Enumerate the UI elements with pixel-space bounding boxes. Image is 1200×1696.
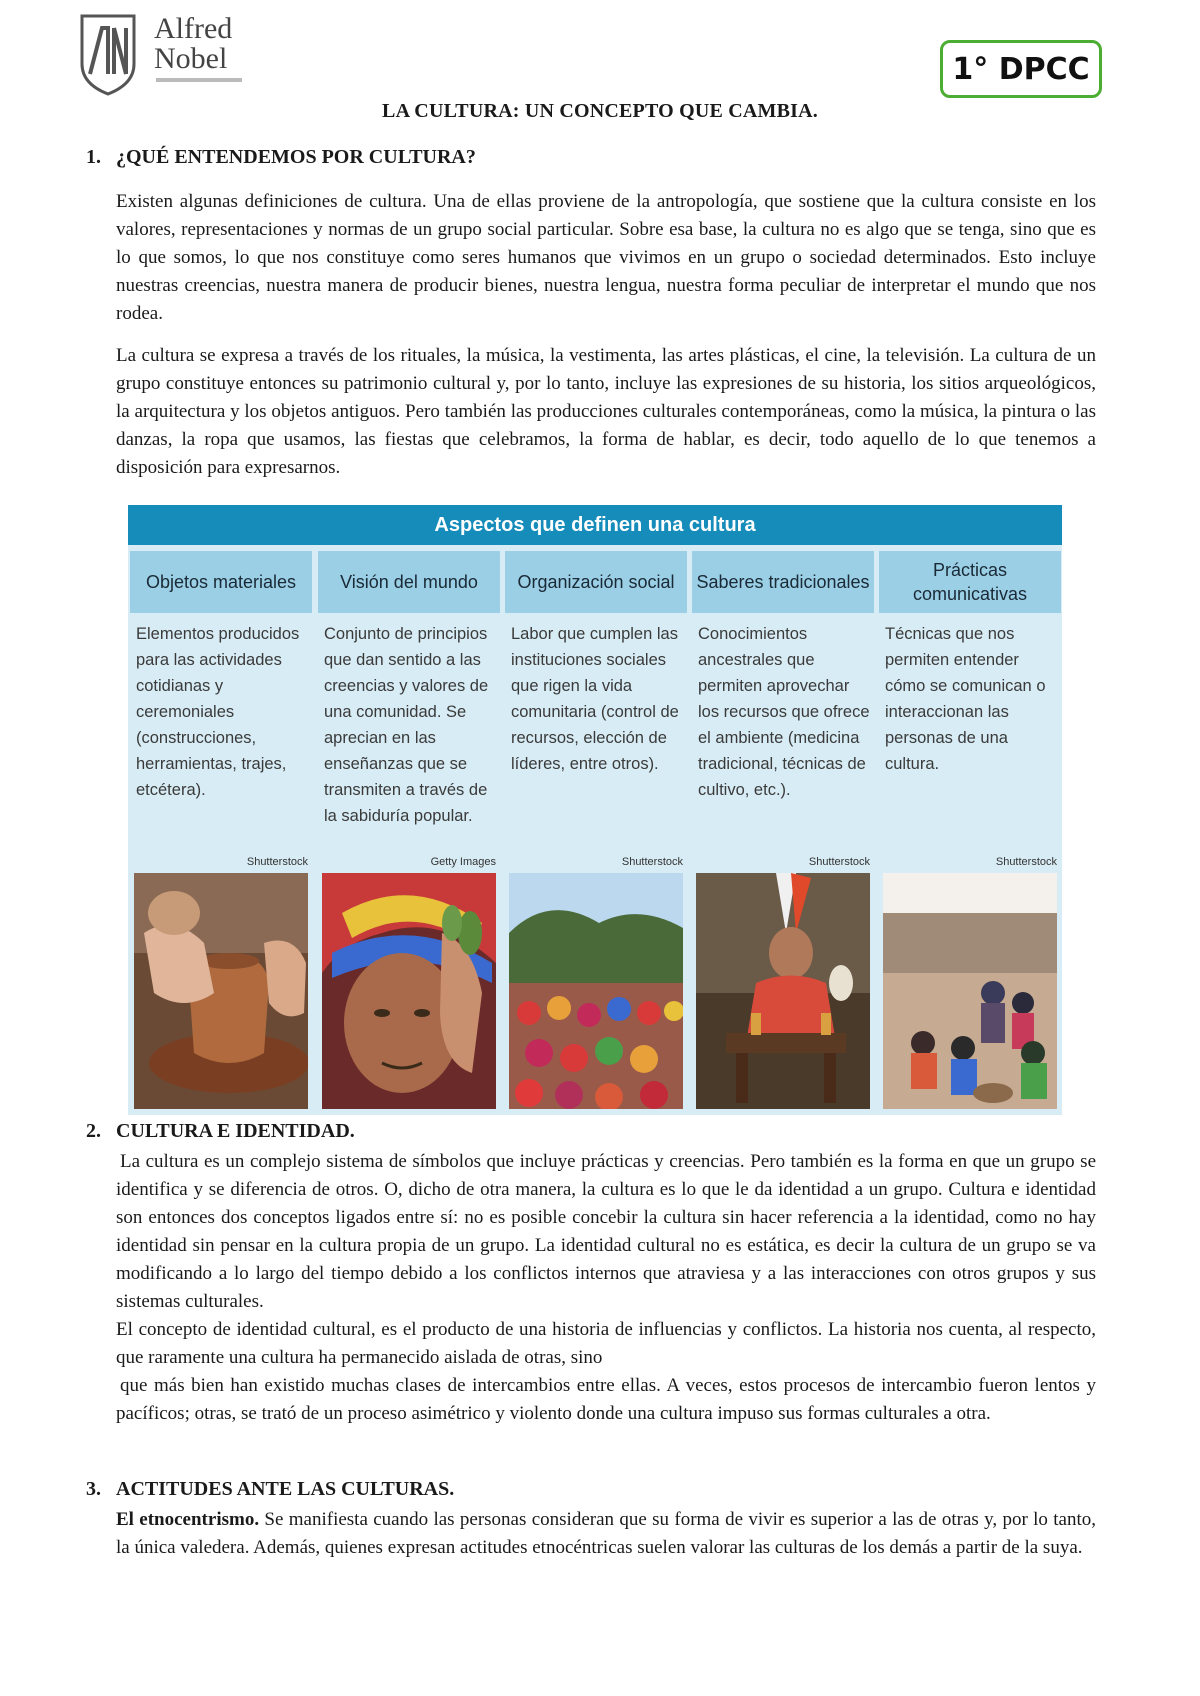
infographic-column-communicative-practices xyxy=(879,551,1061,1115)
alfred-nobel-shield-icon xyxy=(76,12,140,96)
column-text: Conocimientos ancestrales que permiten aprovechar los recursos que ofrece el ambiente (medicina tradicional, técnicas de cultivo, etc.). xyxy=(698,625,870,799)
section-2-heading xyxy=(86,1120,355,1143)
photo-credit: Shutterstock xyxy=(808,856,870,868)
community-gathering-photo xyxy=(509,873,683,1109)
column-heading: Saberes tradicionales xyxy=(692,551,874,613)
photo-credit: Shutterstock xyxy=(621,856,683,868)
document-title: LA CULTURA: UN CONCEPTO QUE CAMBIA. xyxy=(382,100,818,122)
column-text: Conjunto de principios que dan sentido a las creencias y valores de una comunidad. Se aprecian en las enseñanzas que se transmiten a través de la sabiduría popular. xyxy=(324,625,489,825)
infographic-column-world-view xyxy=(318,551,500,1115)
photo-credit: Shutterstock xyxy=(246,856,308,868)
infographic-title: Aspectos que definen una cultura xyxy=(128,505,1062,545)
column-text: Elementos producidos para las actividades cotidianas y ceremoniales (construcciones, herramientas, trajes, etcétera). xyxy=(136,625,300,799)
infographic-column-social-organization xyxy=(505,551,687,1115)
photo-credit: Getty Images xyxy=(430,856,496,868)
culture-aspects-infographic xyxy=(128,505,1062,1115)
section-1-paragraph-2: La cultura se expresa a través de los rituales, la música, la vestimenta, las artes plásticas, el cine, la televisión. La cultura de un grupo constituye entonces su patrimonio cultural y, por lo tanto, incluye las expresiones de su historia, los sitios arqueológicos, la arquitectura y los objetos antiguos. Pero también las producciones culturales contemporáneas, como la música, la pintura o las danzas, la ropa que usamos, las fiestas que celebramos, la forma de hablar, es decir, todo aquello de lo que tenemos a disposición para expresarnos. xyxy=(116,345,1096,478)
section-3-heading xyxy=(86,1478,454,1501)
section-2-paragraph-3: que más bien han existido muchas clases de intercambios entre ellas. A veces, estos procesos de intercambio fueron lentos y pacíficos; otras, se trató de un proceso asimétrico y violento donde una cultura impuso sus formas culturales a otra. xyxy=(116,1375,1096,1424)
logo-name-line2: Nobel xyxy=(154,42,228,75)
column-heading: Organización social xyxy=(505,551,687,613)
section-title: ACTITUDES ANTE LAS CULTURAS. xyxy=(116,1478,455,1500)
photo-credit: Shutterstock xyxy=(995,856,1057,868)
column-text: Labor que cumplen las instituciones sociales que rigen la vida comunitaria (control de recursos, elección de líderes, entre otros). xyxy=(511,625,679,773)
logo-name-line1: Alfred xyxy=(154,12,233,45)
column-heading: Objetos materiales xyxy=(130,551,312,613)
section-1-heading xyxy=(86,146,476,169)
section-number: 3. xyxy=(86,1478,101,1500)
column-heading: Visión del mundo xyxy=(318,551,500,613)
logo-name xyxy=(154,14,232,74)
grade-badge: 1° DPCC xyxy=(940,40,1102,98)
pottery-wheel-photo xyxy=(134,873,308,1109)
logo-tagline-bar xyxy=(156,78,242,82)
column-text: Técnicas que nos permiten entender cómo se comunican o interaccionan las personas de una cultura. xyxy=(885,625,1046,773)
section-2-paragraph-2: El concepto de identidad cultural, es el producto de una historia de influencias y conflictos. La historia nos cuenta, al respecto, que raramente una cultura ha permanecido aislada de otras, sino xyxy=(116,1319,1096,1368)
section-number: 2. xyxy=(86,1120,101,1142)
section-3-paragraph-1 xyxy=(116,1506,1096,1562)
section-title: CULTURA E IDENTIDAD. xyxy=(116,1120,355,1142)
shaman-photo xyxy=(696,873,870,1109)
infographic-column-traditional-knowledge xyxy=(692,551,874,1115)
market-photo xyxy=(883,873,1057,1109)
section-number: 1. xyxy=(86,146,101,168)
andean-elder-coca-leaves-photo xyxy=(322,873,496,1109)
section-title: ¿QUÉ ENTENDEMOS POR CULTURA? xyxy=(116,146,476,168)
term-etnocentrismo: El etnocentrismo. xyxy=(116,1509,260,1530)
term-definition: Se manifiesta cuando las personas consideran que su forma de vivir es superior a las de otras y, por lo tanto, la única valedera. Además, quienes expresan actitudes etnocéntricas suelen valorar las culturas de los demás a partir de la suya. xyxy=(116,1509,1096,1558)
infographic-column-material-objects xyxy=(130,551,312,1115)
school-logo xyxy=(76,12,246,98)
section-2-paragraph-1: La cultura es un complejo sistema de símbolos que incluye prácticas y creencias. Pero también es la forma en que un grupo se identifica y se diferencia de otros. O, dicho de otra manera, la cultura es lo que le da identidad a un grupo. Cultura e identidad son entonces dos conceptos ligados entre sí: no es posible concebir la cultura sin hacer referencia a la identidad, como no hay identidad sin pensar en la cultura propia de un grupo. La identidad cultural no es estática, es decir la cultura de un grupo se va modificando a lo largo del tiempo debido a los conflictos internos que atraviesa y a las interacciones con otros grupos y sus sistemas culturales. xyxy=(116,1151,1096,1312)
section-1-paragraph-1: Existen algunas definiciones de cultura. Una de ellas proviene de la antropología, que sostiene que la cultura consiste en los valores, representaciones y normas de un grupo social particular. Sobre esa base, la cultura no es algo que se tenga, sino que es lo que somos, lo que nos constituye como seres humanos que vivimos en un grupo o sociedad determinados. Esto incluye nuestras creencias, nuestra manera de producir bienes, nuestra lengua, nuestra forma peculiar de interpretar el mundo que nos rodea. xyxy=(116,191,1096,324)
column-heading: Prácticas comunicativas xyxy=(879,551,1061,613)
